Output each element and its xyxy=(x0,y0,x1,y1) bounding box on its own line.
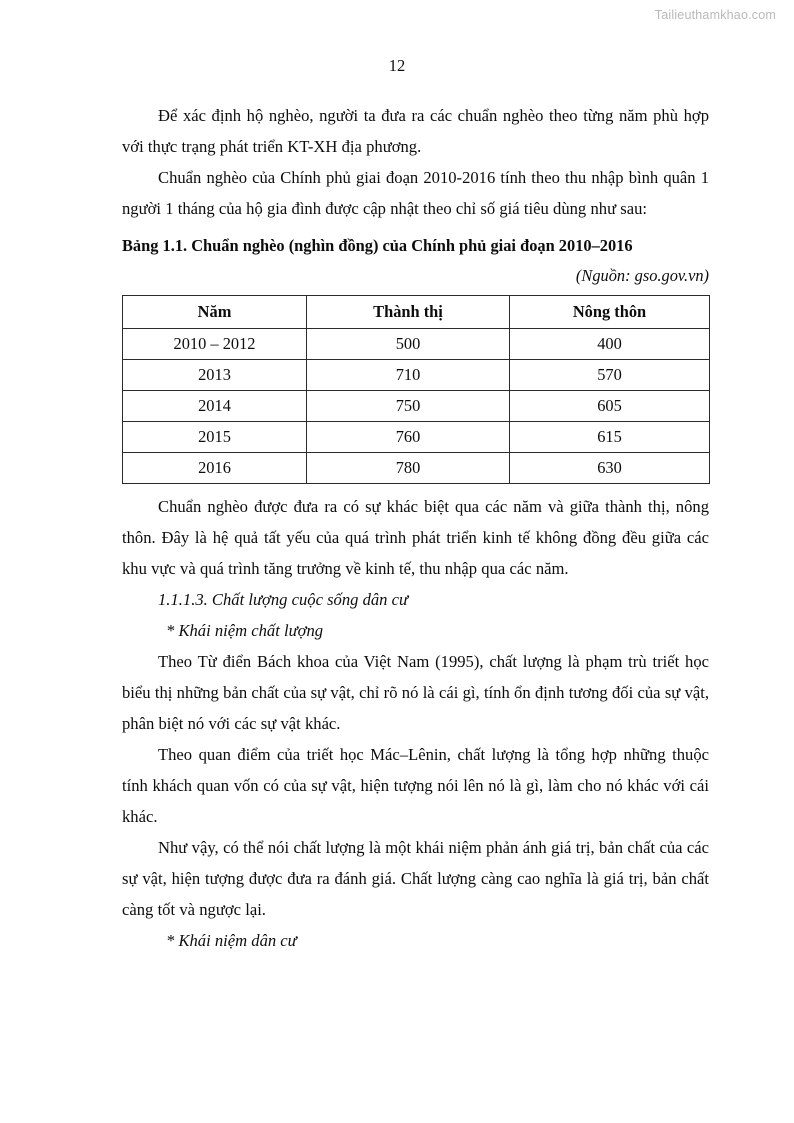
column-header-year: Năm xyxy=(123,296,307,329)
cell-urban: 710 xyxy=(307,360,510,391)
table-header-row xyxy=(123,296,710,329)
column-header-rural: Nông thôn xyxy=(510,296,710,329)
cell-rural: 570 xyxy=(510,360,710,391)
cell-rural: 605 xyxy=(510,391,710,422)
cell-year: 2013 xyxy=(123,360,307,391)
cell-urban: 750 xyxy=(307,391,510,422)
table-row xyxy=(123,422,710,453)
paragraph-5: Theo quan điểm của triết học Mác–Lênin, chất lượng là tổng hợp những thuộc tính khách quan vốn có của sự vật, hiện tượng nói lên nó là gì, làm cho nó khác với cái khác. xyxy=(122,745,709,826)
table-source-note: (Nguồn: gso.gov.vn) xyxy=(575,266,709,285)
paragraph-2: Chuẩn nghèo của Chính phủ giai đoạn 2010-2016 tính theo thu nhập bình quân 1 người 1 tháng của hộ gia đình được cập nhật theo chỉ số giá tiêu dùng như sau: xyxy=(122,168,709,218)
table-row xyxy=(123,391,710,422)
cell-year: 2015 xyxy=(123,422,307,453)
table-bottom-spacer xyxy=(122,484,709,491)
cell-year: 2010 – 2012 xyxy=(123,329,307,360)
paragraph-6: Như vậy, có thể nói chất lượng là một khái niệm phản ánh giá trị, bản chất của các sự vật, hiện tượng được đưa ra đánh giá. Chất lượng càng cao nghĩa là giá trị, bản chất càng tốt và ngược lại. xyxy=(122,838,709,919)
table-caption: Bảng 1.1. Chuẩn nghèo (nghìn đồng) của Chính phủ giai đoạn 2010–2016 xyxy=(122,236,633,255)
page-content xyxy=(122,100,709,956)
cell-year: 2016 xyxy=(123,453,307,484)
cell-rural: 615 xyxy=(510,422,710,453)
cell-rural: 400 xyxy=(510,329,710,360)
cell-urban: 780 xyxy=(307,453,510,484)
paragraph-1: Để xác định hộ nghèo, người ta đưa ra các chuẩn nghèo theo từng năm phù hợp với thực trạng phát triển KT-XH địa phương. xyxy=(122,106,709,156)
paragraph-4: Theo Từ điển Bách khoa của Việt Nam (1995), chất lượng là phạm trù triết học biểu thị những bản chất của sự vật, chỉ rõ nó là cái gì, tính ổn định tương đối của sự vật, phân biệt nó với các sự vật khác. xyxy=(122,652,709,733)
subheading-khai-niem-chat-luong: * Khái niệm chất lượng xyxy=(166,621,324,640)
watermark-label: Tailieuthamkhao.com xyxy=(654,8,776,22)
table-row xyxy=(123,329,710,360)
page-number: 12 xyxy=(388,56,406,75)
table-row xyxy=(123,453,710,484)
section-heading-1-1-1-3: 1.1.1.3. Chất lượng cuộc sống dân cư xyxy=(158,590,409,609)
cell-urban: 500 xyxy=(307,329,510,360)
cell-year: 2014 xyxy=(123,391,307,422)
poverty-line-table xyxy=(122,295,710,484)
column-header-urban: Thành thị xyxy=(307,296,510,329)
subheading-khai-niem-dan-cu: * Khái niệm dân cư xyxy=(166,931,297,950)
paragraph-3: Chuẩn nghèo được đưa ra có sự khác biệt qua các năm và giữa thành thị, nông thôn. Đây là hệ quả tất yếu của quá trình phát triển kinh tế không đồng đều giữa các khu vực và quá trình tăng trưởng về kinh tế, thu nhập qua các năm. xyxy=(122,497,709,578)
cell-urban: 760 xyxy=(307,422,510,453)
cell-rural: 630 xyxy=(510,453,710,484)
table-row xyxy=(123,360,710,391)
